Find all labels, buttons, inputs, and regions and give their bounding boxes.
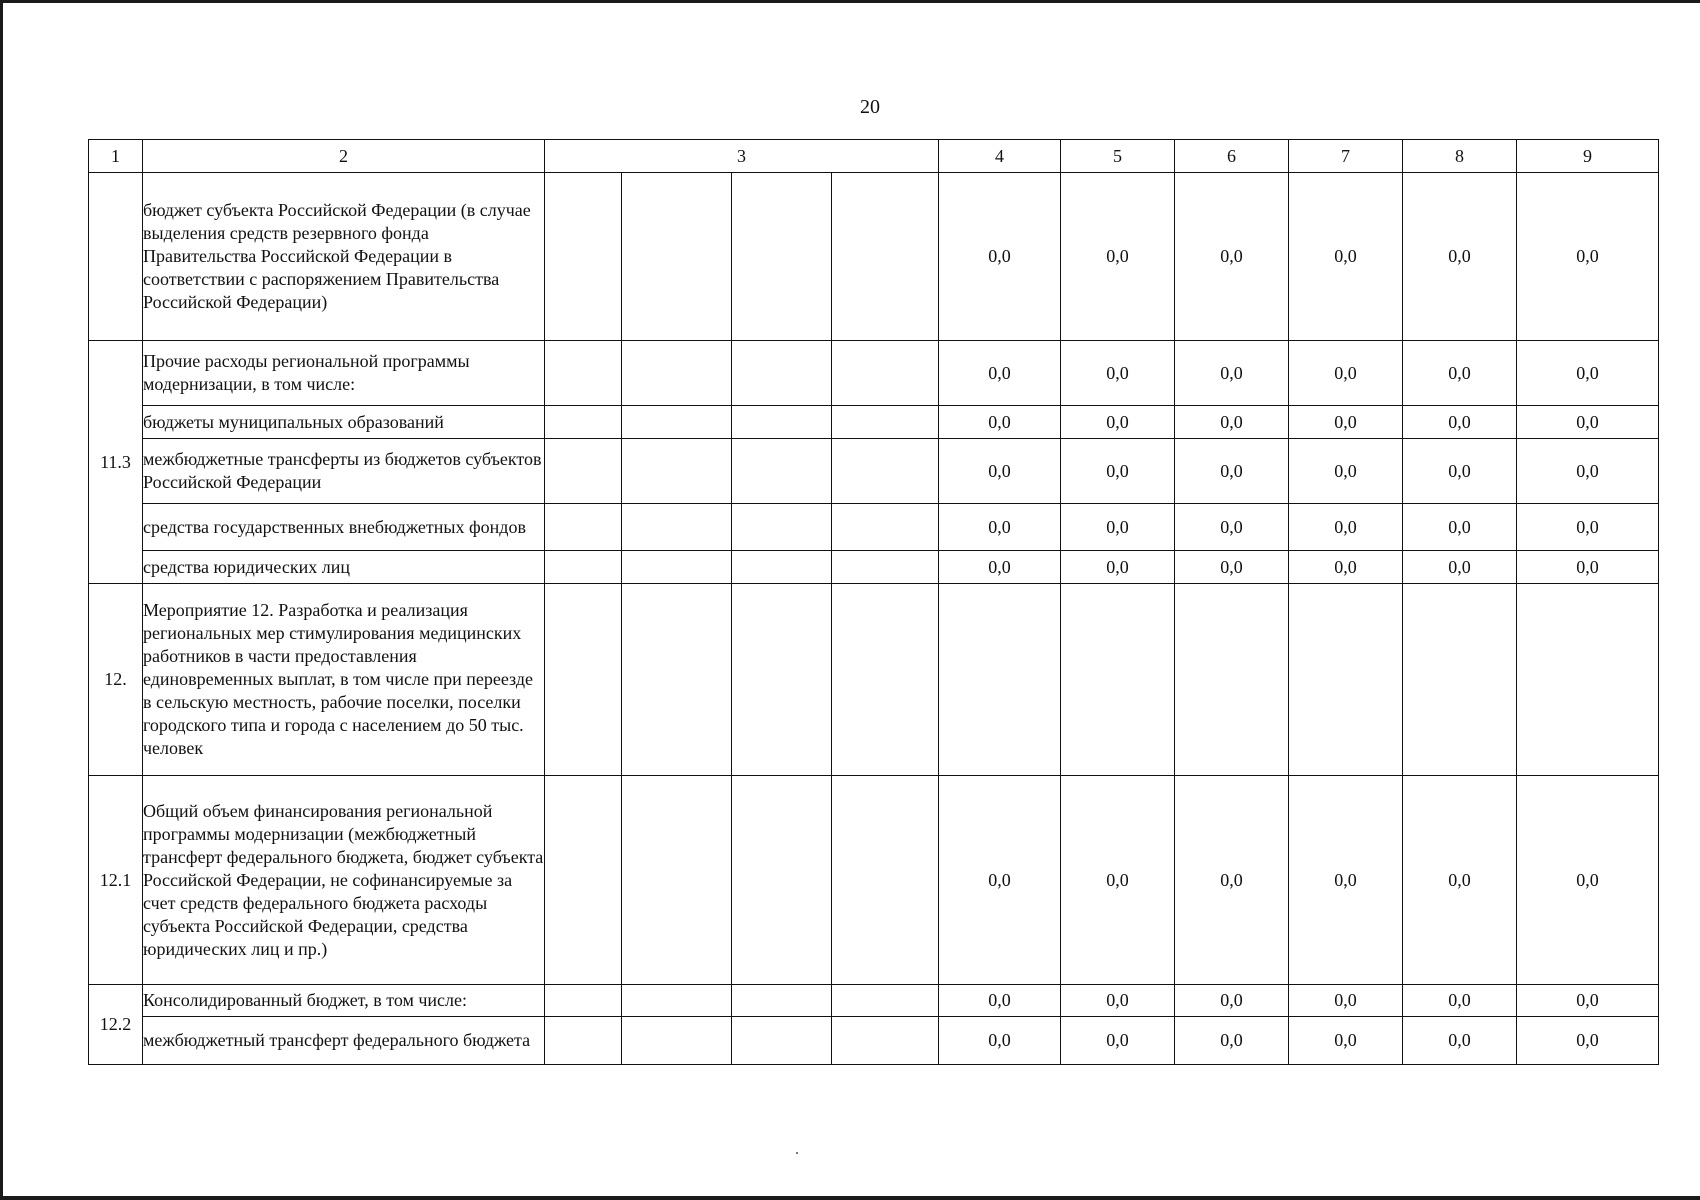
value-cell: 0,0 [1403, 985, 1517, 1017]
value-cell [939, 584, 1061, 776]
header-col-3: 3 [545, 140, 939, 173]
row-description: средства юридических лиц [143, 551, 545, 584]
row-number: 12.1 [89, 776, 143, 985]
value-cell: 0,0 [1517, 439, 1659, 504]
empty-cell [545, 584, 622, 776]
header-col-1: 1 [89, 140, 143, 173]
value-cell: 0,0 [1289, 1017, 1403, 1065]
empty-cell [545, 406, 622, 439]
table-row [89, 173, 1659, 341]
value-cell: 0,0 [1175, 406, 1289, 439]
header-col-8: 8 [1403, 140, 1517, 173]
empty-cell [732, 173, 832, 341]
empty-cell [832, 584, 939, 776]
table-row [89, 504, 1659, 551]
empty-cell [732, 504, 832, 551]
value-cell: 0,0 [1061, 1017, 1175, 1065]
empty-cell [622, 584, 732, 776]
header-col-6: 6 [1175, 140, 1289, 173]
row-description: Прочие расходы региональной программы модернизации, в том числе: [143, 341, 545, 406]
value-cell: 0,0 [939, 776, 1061, 985]
empty-cell [732, 584, 832, 776]
row-description: Общий объем финансирования региональной программы модернизации (межбюджетный трансферт федерального бюджета, бюджет субъекта Российской Федерации, не софинансируемые за счет средств федерального бюджета расходы субъекта Российской Федерации, средства юридических лиц и пр.) [143, 776, 545, 985]
row-number: 12. [89, 584, 143, 776]
empty-cell [832, 439, 939, 504]
value-cell: 0,0 [1403, 173, 1517, 341]
value-cell: 0,0 [1061, 776, 1175, 985]
empty-cell [622, 504, 732, 551]
value-cell [1289, 584, 1403, 776]
empty-cell [545, 173, 622, 341]
value-cell: 0,0 [1517, 985, 1659, 1017]
table-row [89, 551, 1659, 584]
value-cell: 0,0 [939, 985, 1061, 1017]
value-cell: 0,0 [1403, 551, 1517, 584]
empty-cell [832, 776, 939, 985]
empty-cell [732, 1017, 832, 1065]
value-cell: 0,0 [1403, 504, 1517, 551]
header-col-5: 5 [1061, 140, 1175, 173]
scan-border-bottom [0, 1196, 1700, 1200]
empty-cell [832, 406, 939, 439]
value-cell: 0,0 [1517, 406, 1659, 439]
value-cell: 0,0 [939, 1017, 1061, 1065]
empty-cell [622, 173, 732, 341]
value-cell: 0,0 [1517, 776, 1659, 985]
value-cell: 0,0 [939, 173, 1061, 341]
value-cell: 0,0 [1289, 776, 1403, 985]
value-cell: 0,0 [1175, 341, 1289, 406]
value-cell: 0,0 [1175, 439, 1289, 504]
empty-cell [732, 406, 832, 439]
value-cell: 0,0 [939, 439, 1061, 504]
empty-cell [545, 341, 622, 406]
scan-dust-mark [796, 1152, 798, 1154]
empty-cell [832, 985, 939, 1017]
value-cell: 0,0 [1175, 504, 1289, 551]
value-cell: 0,0 [1175, 985, 1289, 1017]
value-cell: 0,0 [1403, 1017, 1517, 1065]
empty-cell [545, 439, 622, 504]
empty-cell [545, 551, 622, 584]
empty-cell [732, 439, 832, 504]
row-description: средства государственных внебюджетных фондов [143, 504, 545, 551]
empty-cell [622, 439, 732, 504]
row-number-empty [89, 173, 143, 341]
table-row [89, 985, 1659, 1017]
value-cell: 0,0 [1289, 173, 1403, 341]
table-row [89, 406, 1659, 439]
value-cell: 0,0 [939, 406, 1061, 439]
row-description: межбюджетный трансферт федерального бюджета [143, 1017, 545, 1065]
value-cell [1517, 584, 1659, 776]
scan-border-top [0, 0, 1700, 3]
scan-border-left [0, 0, 3, 1200]
value-cell: 0,0 [1517, 173, 1659, 341]
header-col-2: 2 [143, 140, 545, 173]
value-cell: 0,0 [1175, 776, 1289, 985]
row-number: 11.3 [89, 341, 143, 584]
value-cell: 0,0 [1517, 504, 1659, 551]
table-row [89, 439, 1659, 504]
table-row [89, 341, 1659, 406]
value-cell: 0,0 [1061, 551, 1175, 584]
row-description: бюджеты муниципальных образований [143, 406, 545, 439]
value-cell: 0,0 [1403, 439, 1517, 504]
value-cell: 0,0 [1061, 341, 1175, 406]
header-col-9: 9 [1517, 140, 1659, 173]
empty-cell [832, 173, 939, 341]
value-cell: 0,0 [1289, 985, 1403, 1017]
table-row [89, 584, 1659, 776]
value-cell: 0,0 [1289, 406, 1403, 439]
value-cell: 0,0 [939, 341, 1061, 406]
value-cell [1403, 584, 1517, 776]
table-row [89, 776, 1659, 985]
empty-cell [622, 776, 732, 985]
table-row [89, 1017, 1659, 1065]
row-number: 12.2 [89, 985, 143, 1065]
value-cell [1175, 584, 1289, 776]
value-cell: 0,0 [1061, 439, 1175, 504]
header-row [89, 140, 1659, 173]
value-cell: 0,0 [1289, 551, 1403, 584]
value-cell: 0,0 [939, 551, 1061, 584]
value-cell: 0,0 [1175, 1017, 1289, 1065]
value-cell: 0,0 [1061, 985, 1175, 1017]
empty-cell [622, 551, 732, 584]
value-cell: 0,0 [1289, 504, 1403, 551]
value-cell: 0,0 [1403, 776, 1517, 985]
empty-cell [545, 776, 622, 985]
value-cell: 0,0 [1175, 551, 1289, 584]
value-cell: 0,0 [1517, 551, 1659, 584]
empty-cell [732, 985, 832, 1017]
header-col-4: 4 [939, 140, 1061, 173]
value-cell: 0,0 [1061, 504, 1175, 551]
empty-cell [545, 985, 622, 1017]
header-col-7: 7 [1289, 140, 1403, 173]
empty-cell [545, 1017, 622, 1065]
empty-cell [545, 504, 622, 551]
empty-cell [832, 341, 939, 406]
value-cell: 0,0 [939, 504, 1061, 551]
empty-cell [732, 341, 832, 406]
row-description: бюджет субъекта Российской Федерации (в случае выделения средств резервного фонда Правительства Российской Федерации в соответствии с распоряжением Правительства Российской Федерации) [143, 173, 545, 341]
value-cell: 0,0 [1517, 1017, 1659, 1065]
value-cell: 0,0 [1403, 341, 1517, 406]
empty-cell [732, 551, 832, 584]
row-description: Мероприятие 12. Разработка и реализация региональных мер стимулирования медицинских работников в части предоставления единовременных выплат, в том числе при переезде в сельскую местность, рабочие поселки, поселки городского типа и города с населением до 50 тыс. человек [143, 584, 545, 776]
row-description: Консолидированный бюджет, в том числе: [143, 985, 545, 1017]
empty-cell [622, 1017, 732, 1065]
empty-cell [622, 985, 732, 1017]
empty-cell [832, 1017, 939, 1065]
value-cell: 0,0 [1289, 439, 1403, 504]
value-cell: 0,0 [1517, 341, 1659, 406]
value-cell [1061, 584, 1175, 776]
value-cell: 0,0 [1289, 341, 1403, 406]
empty-cell [622, 341, 732, 406]
value-cell: 0,0 [1403, 406, 1517, 439]
empty-cell [732, 776, 832, 985]
empty-cell [832, 504, 939, 551]
budget-table [88, 139, 1659, 1065]
value-cell: 0,0 [1061, 173, 1175, 341]
value-cell: 0,0 [1061, 406, 1175, 439]
value-cell: 0,0 [1175, 173, 1289, 341]
page-number: 20 [860, 96, 880, 118]
empty-cell [832, 551, 939, 584]
row-description: межбюджетные трансферты из бюджетов субъектов Российской Федерации [143, 439, 545, 504]
empty-cell [622, 406, 732, 439]
